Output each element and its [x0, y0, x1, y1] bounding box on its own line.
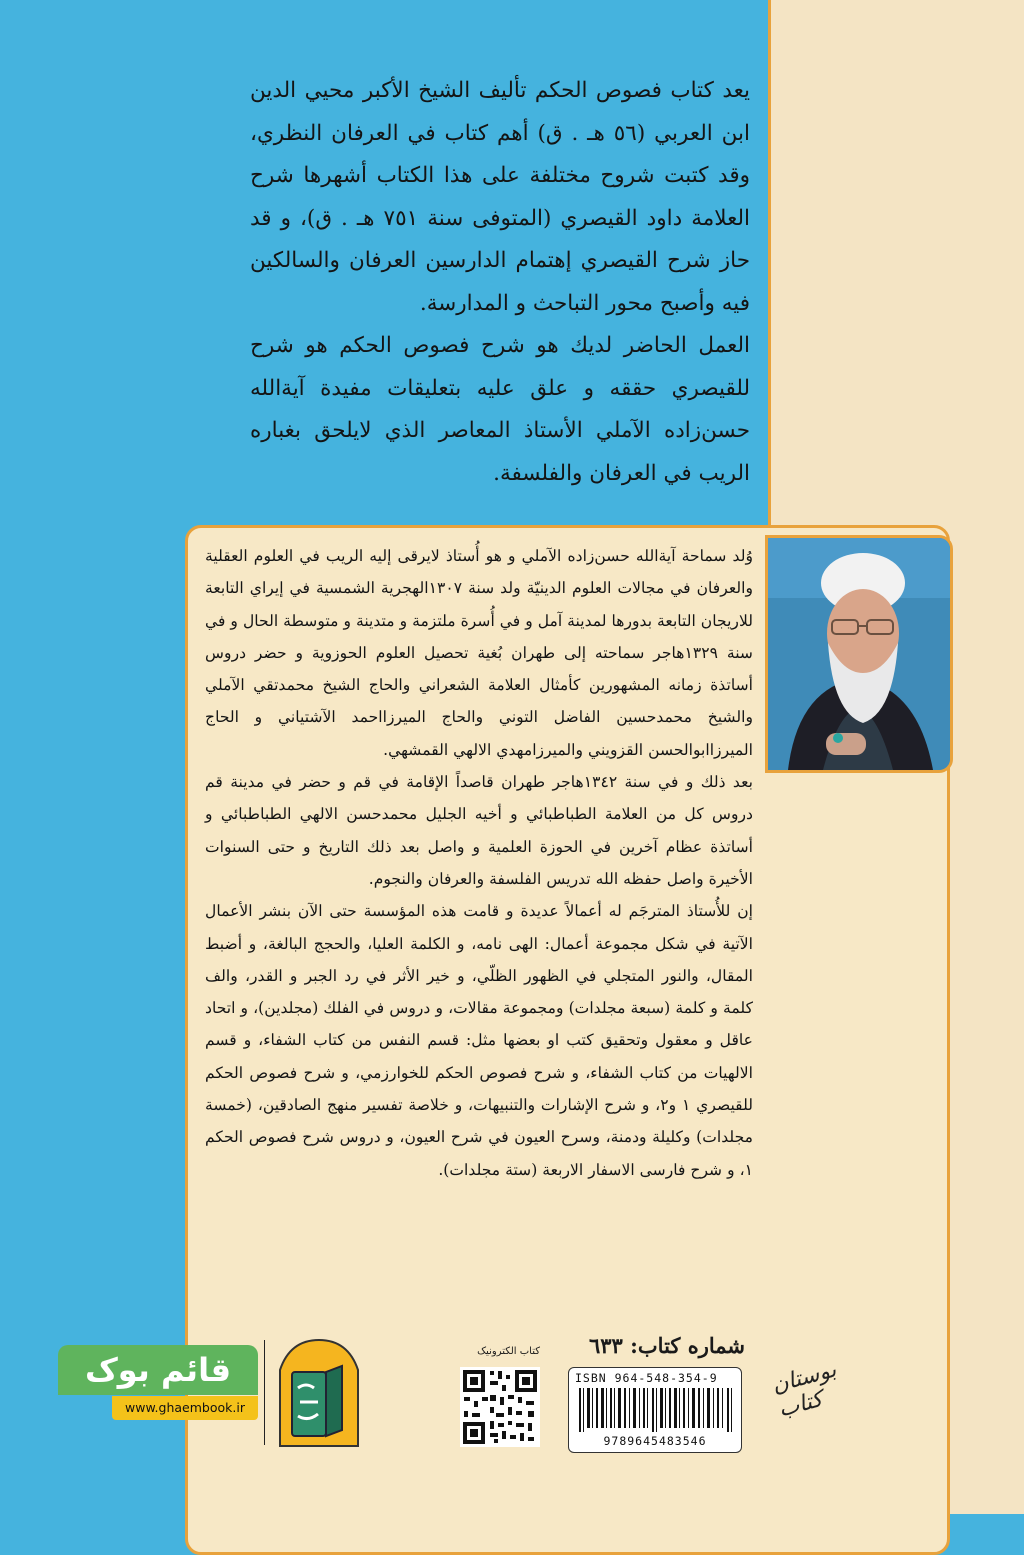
qr-code-icon	[460, 1367, 540, 1447]
author-portrait-icon	[768, 538, 950, 770]
isbn-text: ISBN 964-548-354-9	[575, 1371, 718, 1385]
intro-paragraph-2: العمل الحاضر لديك هو شرح فصوص الحكم هو شرح للقيصري حققه و علق عليه بتعليقات مفيدة آية‌الله حسن‌زاده الآملي الأستاذ المعاصر الذي لايلحق بغباره الريب في العرفان والفلسفة.	[250, 333, 750, 486]
biography-text	[205, 540, 753, 1186]
ean-number: 9789645483546	[603, 1434, 707, 1448]
qr-code[interactable]	[460, 1367, 540, 1447]
book-number: شماره کتاب: ٦٣٣	[589, 1333, 745, 1358]
bio-paragraph-1: وُلد سماحة آية‌الله حسن‌زاده الآملي و هو أُستاذ لايرقى إليه الريب في العلوم العقلية والعرفان في مجالات العلوم الدينيّة ولد سنة ١٣٠٧الهجرية الشمسية في إيراي التابعة للاريجان التابعة بدورها لمدينة آمل و في أُسرة ملتزمة و متدينة و متوسطة الحال و في سنة ١٣٢٩هاجر سماحته إلى طهران بُغية تحصيل العلوم الحوزوية و حضر دروس أساتذة زمانه المشهورين كأمثال العلامة الشعراني والحاج الشيخ محمدتقي الآملي والشيخ محمدحسين الفاضل التوني والحاج الميرزااحمد الآشتياني و الحاج الميرزاابوالحسن القزويني والميرزامهدي الالهي القمشهي.	[205, 547, 753, 759]
bio-paragraph-2: بعد ذلك و في سنة ١٣٤٢هاجر طهران قاصداً الإقامة في قم و حضر في مدينة قم دروس كل من العلامة الطباطبائي و أخيه الجليل محمدحسن الالهي الطباطبائي و أساتذة عظام آخرين في الحوزة العلمية و واصل بعد ذلك التاريخ و حتى السنوات الأخيرة واصل حفظه الله تدريس الفلسفة والعرفان والنجوم.	[205, 773, 753, 888]
isbn-barcode	[568, 1367, 742, 1453]
qr-label: کتاب الکترونیک	[477, 1346, 540, 1357]
intro-text	[250, 70, 750, 495]
ghaem-book-icon	[278, 1338, 360, 1448]
intro-paragraph-1: يعد كتاب فصوص الحكم تأليف الشيخ الأكبر محيي الدين ابن العربي (٥٦ هـ . ق) أهم كتاب في العرفان النظري، وقد كتبت شروح مختلفة على هذا الكتاب أشهرها شرح العلامة داود القيصري (المتوفى سنة ٧٥١ هـ . ق)، و قد حاز شرح القيصري إهتمام الدارسين العرفان والسالكين فيه وأصبح محور التباحث و المدارسة.	[250, 78, 750, 316]
ghaem-book-logo: قائم بوک	[58, 1345, 258, 1395]
logo-divider	[264, 1340, 265, 1445]
bio-paragraph-3: إن للأُستاذ المترجَم له أعمالاً عديدة و قامت هذه المؤسسة حتى الآن بنشر الأعمال الآتية في شكل مجموعة أعمال: الهی نامه، و الكلمة العليا، والحجج البالغة، و أضبط المقال، والنور المتجلي في الظهور الظلّي، و خير الأثر في رد الجبر و القدر، والف كلمة و كلمة (سبعة مجلدات) ومجموعة مقالات، و دروس في الفلك (مجلدين)، و اتحاد عاقل و معقول وتحقيق كتب او بعضها مثل: قسم النفس من كتاب الشفاء، و قسم الالهيات من كتاب الشفاء، و شرح فصوص الحكم للخوارزمي، و شرح فصوص الحكم للقيصري ١ و٢، و شرح الإشارات والتنبيهات، و خلاصة تفسير منهج الصادقين، (خمسة مجلدات) وكليلة ودمنة، وسرح العيون في شرح العيون، و دروس شرح فصوص الحكم ١، و شرح فارسى الاسفار الاربعة (ستة مجلدات).	[205, 902, 753, 1179]
ghaem-book-url[interactable]: www.ghaembook.ir	[112, 1396, 258, 1420]
author-photo	[765, 535, 953, 773]
publisher-signature-logo: بوستان کتاب	[769, 1357, 840, 1423]
barcode-icon	[579, 1388, 733, 1432]
